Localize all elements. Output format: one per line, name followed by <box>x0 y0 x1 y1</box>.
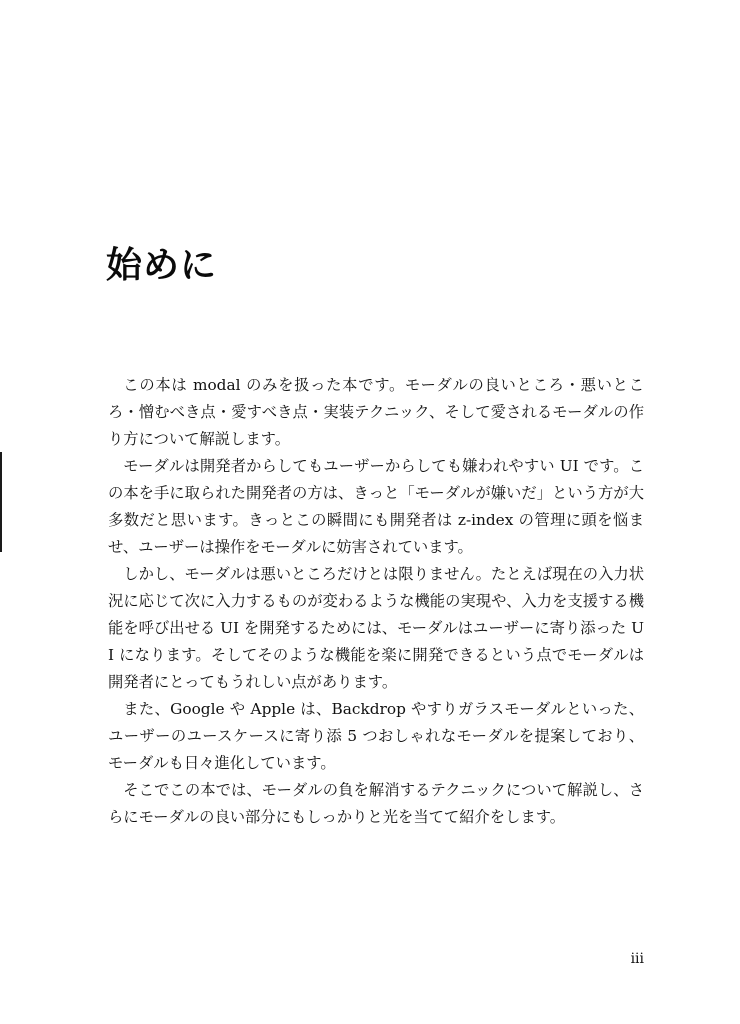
paragraph-3: しかし、モーダルは悪いところだけとは限りません。たとえば現在の入力状況に応じて次に入力するものが変わるような機能の実現や、入力を支援する機能を呼び出せる UI を開発するためには、モーダルはユーザーに寄り添った UI になります。そしてそのような機能を楽に開発できるという点でモーダルは開発者にとってもうれしい点があります。 <box>108 565 644 691</box>
paragraph-4: また、Google や Apple は、Backdrop やすりガラスモーダルといった、ユーザーのユースケースに寄り添 5 つおしゃれなモーダルを提案しており、モーダルも日々進化しています。 <box>108 700 644 772</box>
paragraph-5: そこでこの本では、モーダルの負を解消するテクニックについて解説し、さらにモーダルの良い部分にもしっかりと光を当てて紹介をします。 <box>108 781 644 826</box>
margin-rule <box>0 452 2 552</box>
paragraph-2: モーダルは開発者からしてもユーザーからしても嫌われやすい UI です。この本を手に取られた開発者の方は、きっと「モーダルが嫌いだ」という方が大多数だと思います。きっとこの瞬間にも開発者は z-index の管理に頭を悩ませ、ユーザーは操作をモーダルに妨害されています。 <box>108 457 644 556</box>
body-text <box>108 372 644 831</box>
page-number: iii <box>630 951 644 967</box>
chapter-title: 始めに <box>106 245 218 286</box>
paragraph-1: この本は modal のみを扱った本です。モーダルの良いところ・悪いところ・憎むべき点・愛すべき点・実装テクニック、そして愛されるモーダルの作り方について解説します。 <box>108 376 644 448</box>
